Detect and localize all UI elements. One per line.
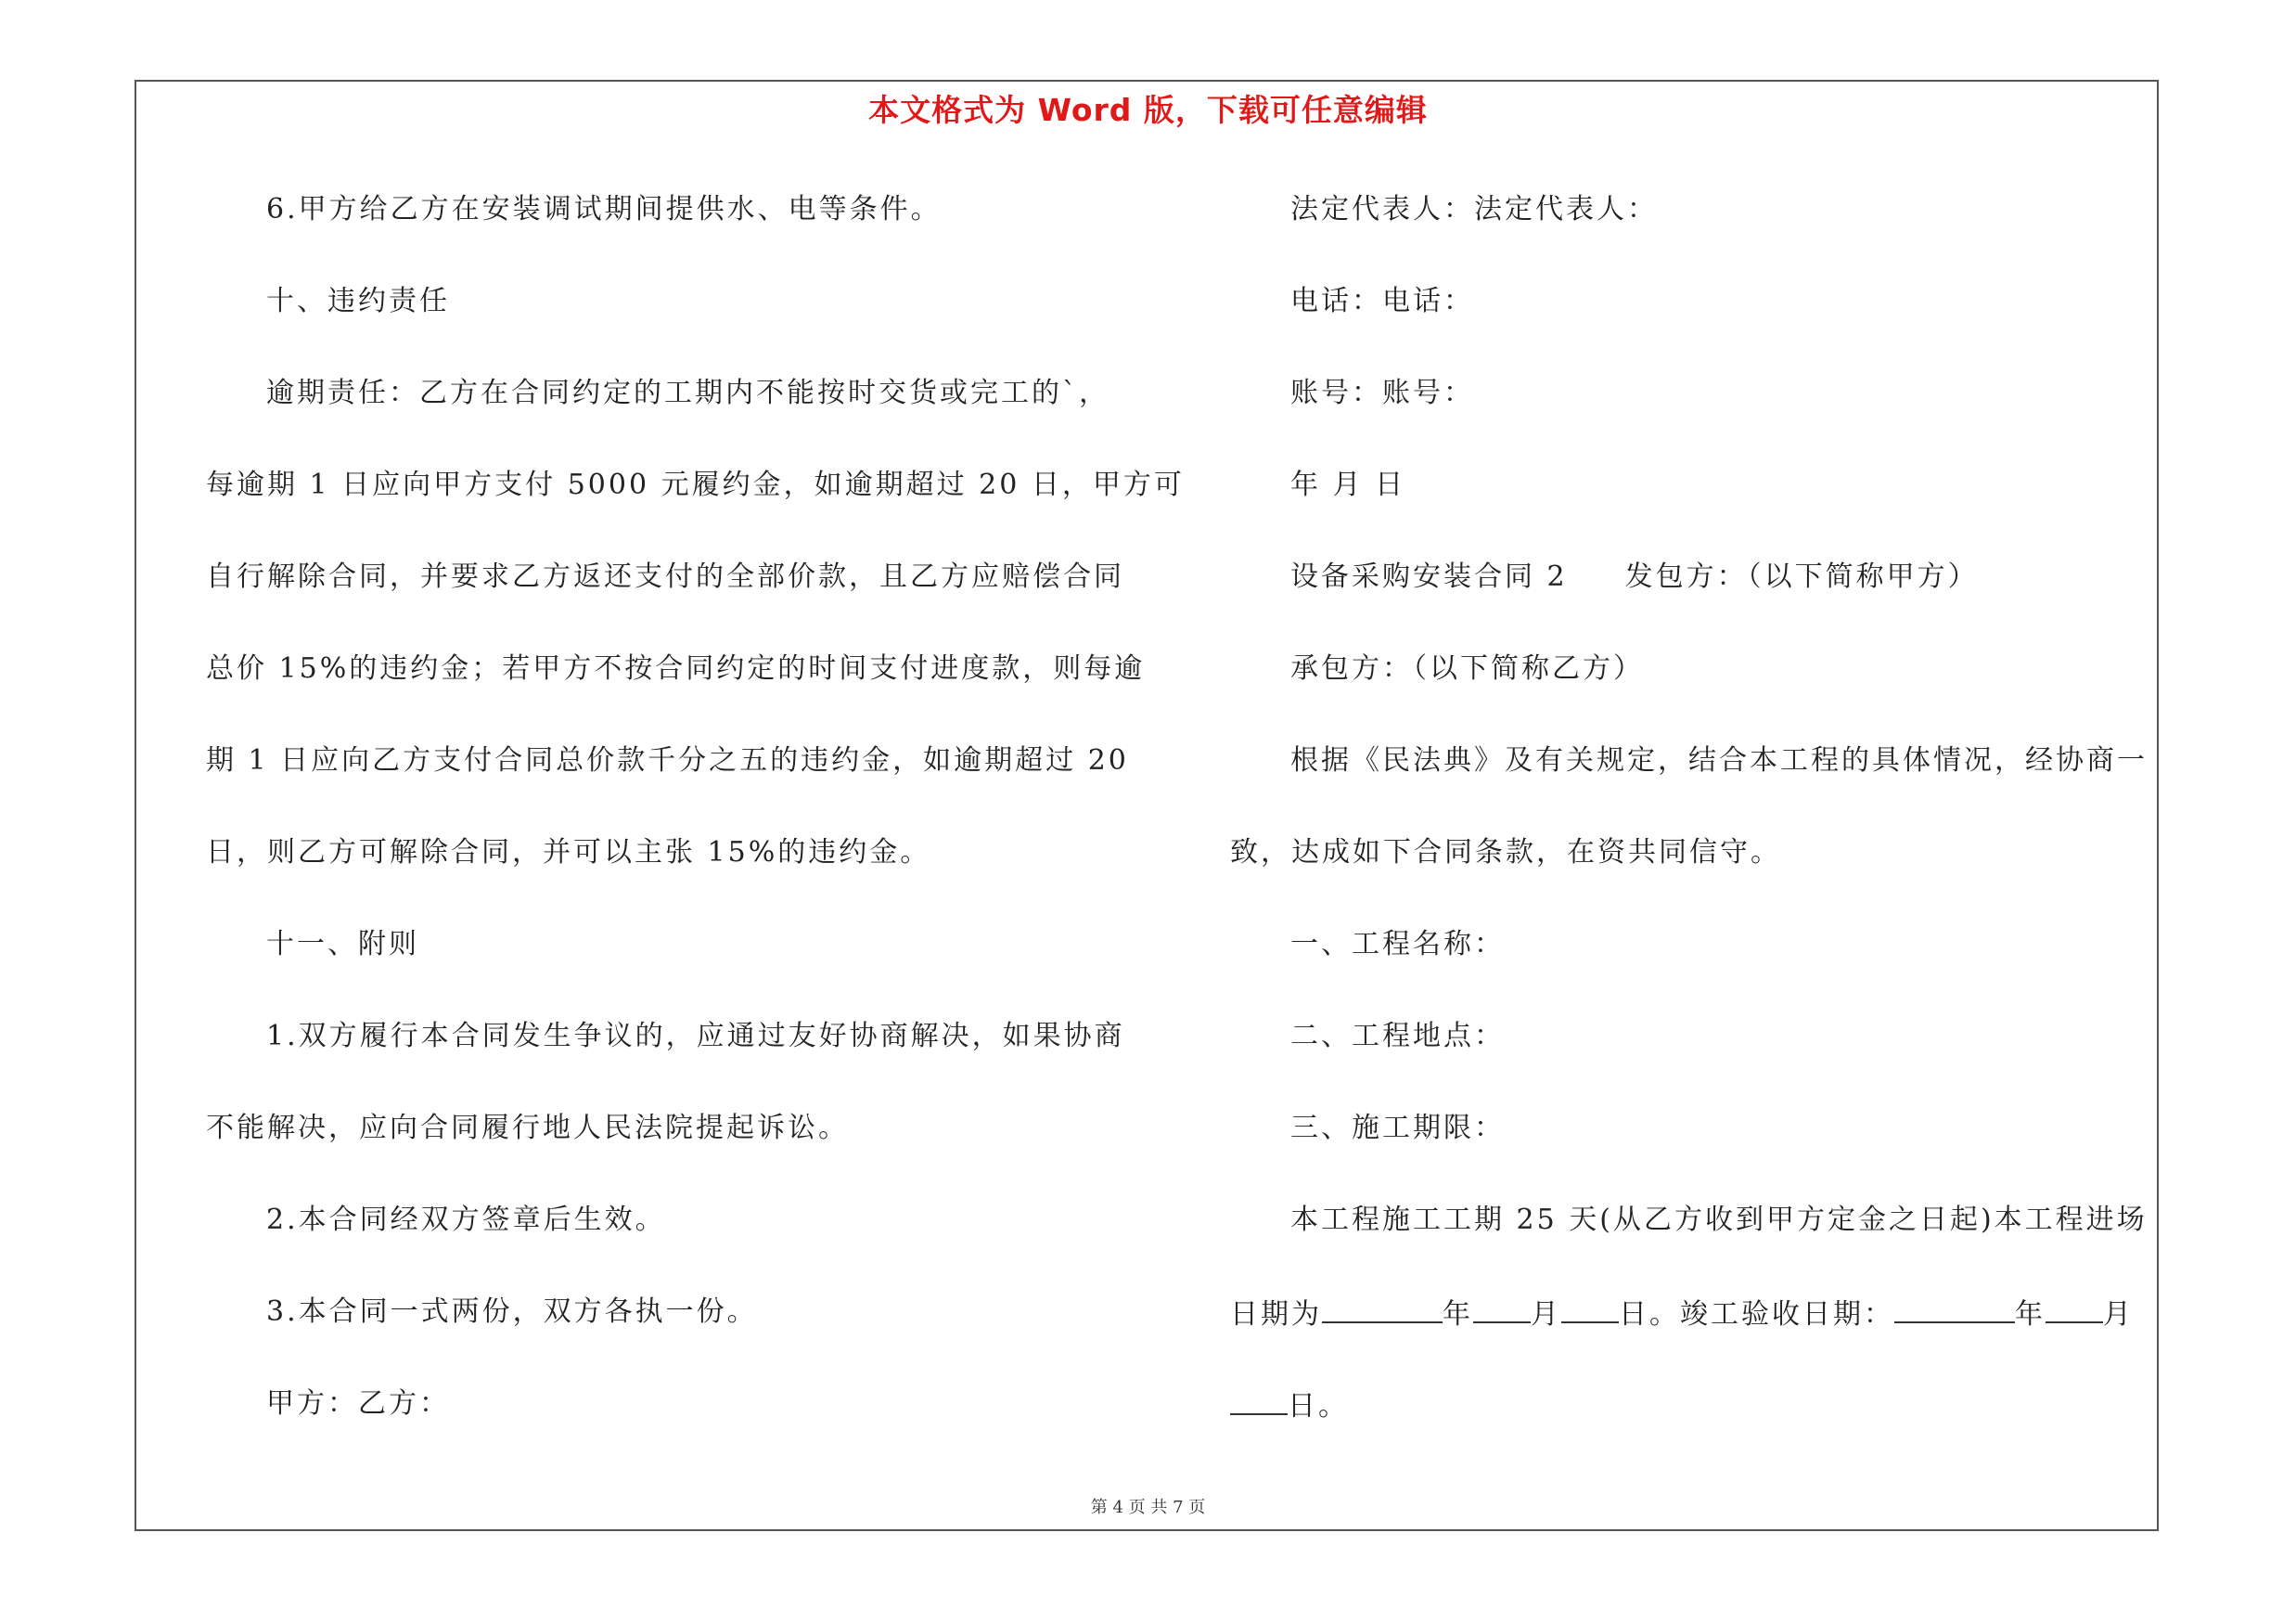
date-line: 年 月 日 [1290,469,1406,501]
paragraph-line: 本工程施工工期 25 天(从乙方收到甲方定金之日起)本工程进场 [1290,1204,2148,1236]
paragraph-line: 不能解决，应向合同履行地人民法院提起诉讼。 [206,1112,849,1144]
paragraph-line: 致，达成如下合同条款，在资共同信守。 [1230,836,1781,869]
paragraph-line: 6.甲方给乙方在安装调试期间提供水、电等条件。 [266,193,942,225]
signature-line: 甲方：乙方： [266,1387,450,1420]
project-location-line: 二、工程地点： [1290,1020,1505,1052]
construction-period-line: 三、施工期限： [1290,1112,1505,1144]
contract-title: 设备采购安装合同 2 [1290,560,1568,593]
paragraph-line: 日，则乙方可解除合同，并可以主张 15%的违约金。 [206,836,931,869]
paragraph-line: 总价 15%的违约金；若甲方不按合同约定的时间支付进度款，则每逾 [206,652,1146,685]
year-label: 年 [1443,1298,1473,1331]
account-line: 账号：账号： [1290,377,1474,409]
employer-label: 发包方：（以下简称甲方） [1624,560,1979,593]
paragraph-line: 逾期责任：乙方在合同约定的工期内不能按时交货或完工的`， [266,377,1110,409]
contract-title-line [1290,559,1979,596]
section-heading: 十、违约责任 [266,285,450,317]
dates-line-end [1230,1385,1349,1425]
legal-rep-line: 法定代表人：法定代表人： [1290,193,1658,225]
paragraph-line: 3.本合同一式两份，双方各执一份。 [266,1295,758,1328]
blank-field [1322,1294,1443,1323]
paragraph-line: 期 1 日应向乙方支付合同总价款千分之五的违约金，如逾期超过 20 [206,744,1129,777]
contractor-line: 承包方：（以下简称乙方） [1290,652,1644,685]
entry-date-label: 日期为 [1230,1298,1322,1331]
blank-field [1230,1385,1288,1415]
blank-field [1473,1294,1531,1323]
paragraph-line: 自行解除合同，并要求乙方返还支付的全部价款，且乙方应赔偿合同 [206,560,1124,593]
project-name-line: 一、工程名称： [1290,928,1505,960]
paragraph-line: 根据《民法典》及有关规定，结合本工程的具体情况，经协商一 [1290,744,2148,777]
dates-line [1230,1294,2134,1333]
blank-field [2046,1294,2103,1323]
day-label: 日。 [1288,1390,1349,1423]
paragraph-line: 每逾期 1 日应向甲方支付 5000 元履约金，如逾期超过 20 日，甲方可 [206,469,1185,501]
month-label: 月 [1531,1298,1561,1331]
year-label: 年 [2015,1298,2046,1331]
blank-field [1561,1294,1619,1323]
blank-field [1894,1294,2015,1323]
section-heading: 十一、附则 [266,928,419,960]
paragraph-line: 1.双方履行本合同发生争议的，应通过友好协商解决，如果协商 [266,1020,1125,1052]
acceptance-date-label: 日。竣工验收日期： [1619,1298,1894,1331]
month-label: 月 [2103,1298,2134,1331]
paragraph-line: 2.本合同经双方签章后生效。 [266,1204,666,1236]
format-banner: 本文格式为 Word 版，下载可任意编辑 [868,92,1428,128]
phone-line: 电话：电话： [1290,285,1474,317]
page-number: 第 4 页 共 7 页 [1090,1498,1206,1517]
